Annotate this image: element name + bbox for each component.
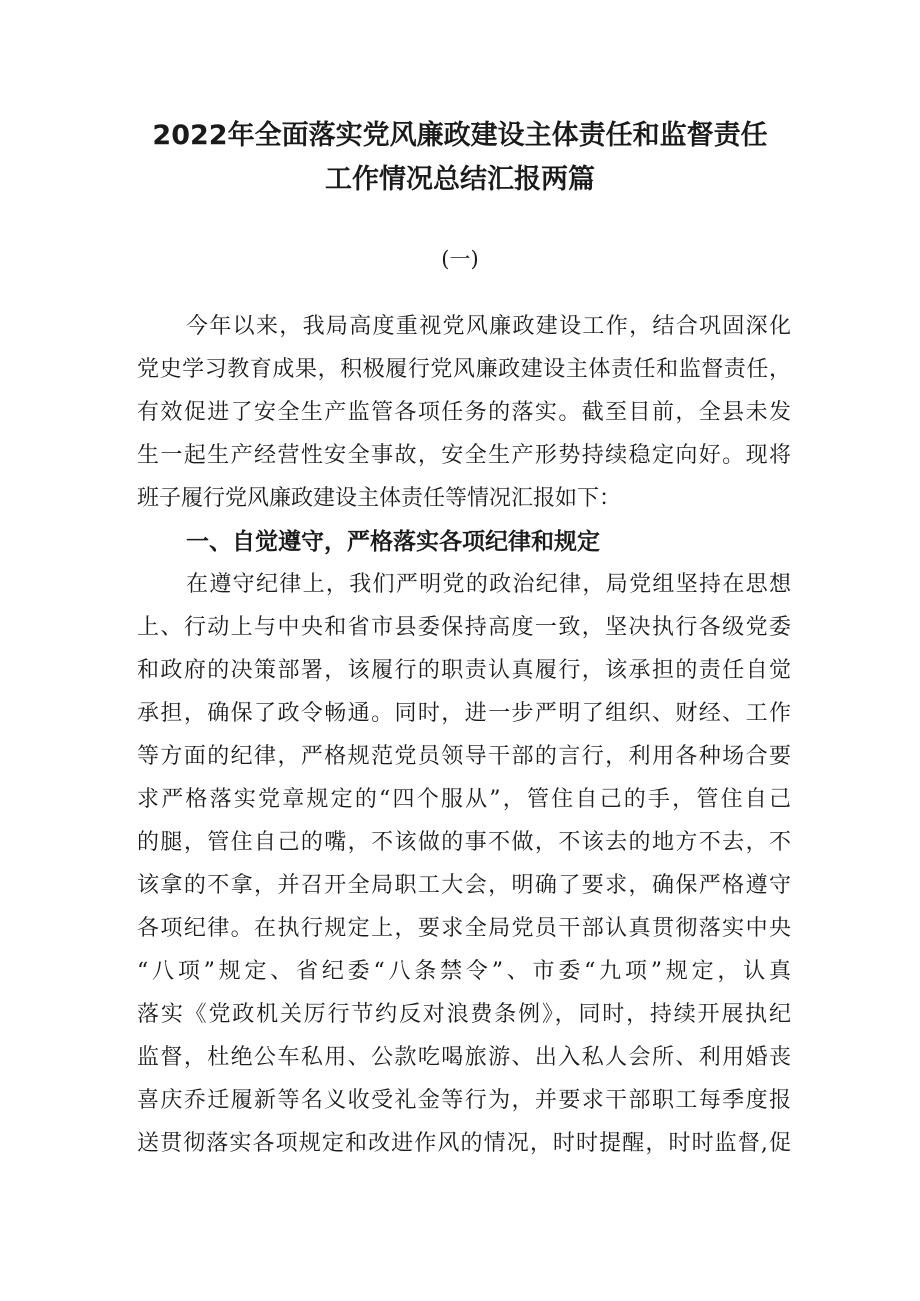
intro-line: 今年以来，我局高度重视党风廉政建设工作，结合巩固深化: [186, 314, 791, 339]
body-line: 的腿，管住自己的嘴，不该做的事不做，不该去的地方不去，不: [137, 830, 791, 855]
intro-line: 党史学习教育成果，积极履行党风廉政建设主体责任和监督责任，: [137, 357, 791, 382]
body-line: 送贯彻落实各项规定和改进作风的情况，时时提醒，时时监督,促: [137, 1131, 791, 1156]
body-line: 各项纪律。在执行规定上，要求全局党员干部认真贯彻落实中央: [137, 916, 791, 941]
body-line: 承担，确保了政令畅通。同时，进一步严明了组织、财经、工作: [137, 701, 791, 726]
body-line: 喜庆乔迁履新等名义收受礼金等行为，并要求干部职工每季度报: [137, 1088, 791, 1113]
document-title-line-2: 工作情况总结汇报两篇: [325, 164, 595, 195]
intro-line: 班子履行党风廉政建设主体责任等情况汇报如下：: [137, 486, 622, 511]
document-title-line-1: 2022年全面落实党风廉政建设主体责任和监督责任: [152, 120, 768, 151]
body-line: 在遵守纪律上，我们严明党的政治纪律，局党组坚持在思想: [186, 572, 791, 597]
body-line: 落实《党政机关厉行节约反对浪费条例》，同时，持续开展执纪: [137, 1002, 791, 1027]
body-line: 求严格落实党章规定的“四个服从”，管住自己的手，管住自己: [137, 787, 791, 812]
section-heading-1: 一、自觉遵守，严格落实各项纪律和规定: [186, 529, 600, 555]
intro-line: 有效促进了安全生产监管各项任务的落实。截至目前，全县未发: [137, 400, 791, 425]
body-line: 上、行动上与中央和省市县委保持高度一致，坚决执行各级党委: [137, 615, 791, 640]
body-line: 和政府的决策部署，该履行的职责认真履行，该承担的责任自觉: [137, 658, 791, 683]
section-number: (一): [441, 247, 479, 271]
body-line: 等方面的纪律，严格规范党员领导干部的言行，利用各种场合要: [137, 744, 791, 769]
body-line: 监督，杜绝公车私用、公款吃喝旅游、出入私人会所、利用婚丧: [137, 1045, 791, 1070]
intro-line: 生一起生产经营性安全事故，安全生产形势持续稳定向好。现将: [137, 443, 791, 468]
body-line: 该拿的不拿，并召开全局职工大会，明确了要求，确保严格遵守: [137, 873, 791, 898]
body-line: “八项”规定、省纪委“八条禁令”、市委“九项”规定，认真: [137, 959, 791, 984]
